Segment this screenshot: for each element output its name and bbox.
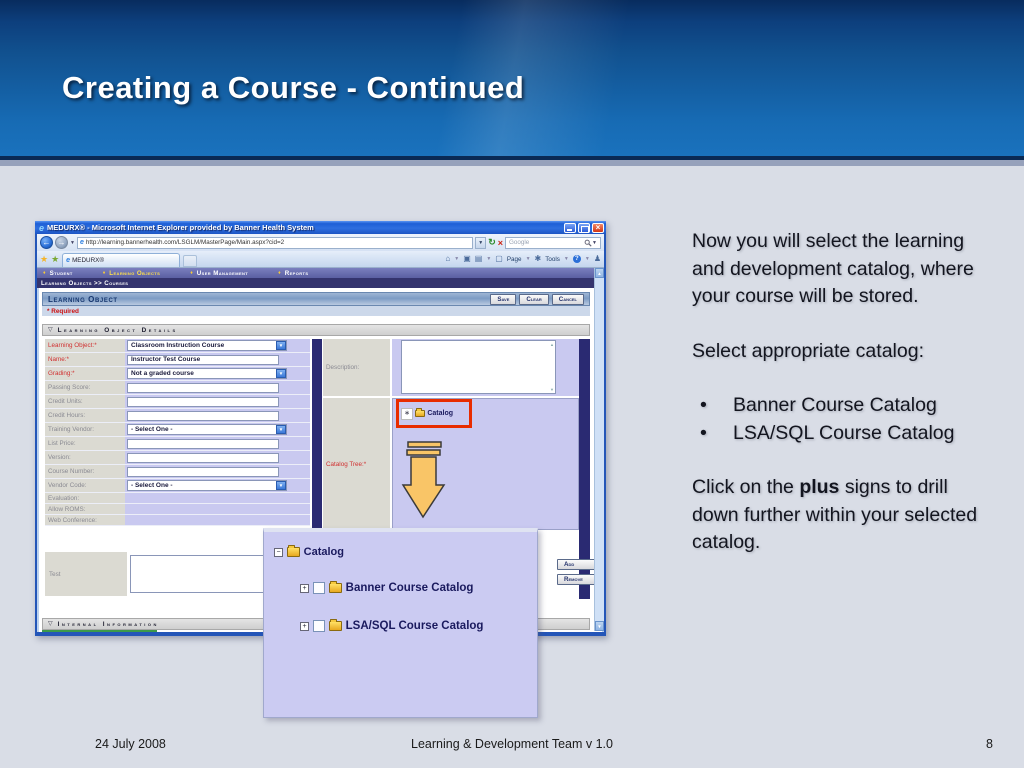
footer-date: 24 July 2008 (95, 737, 166, 751)
form-row (45, 339, 310, 353)
field-cell (125, 409, 310, 422)
tree-node-label[interactable]: LSA/SQL Course Catalog (345, 620, 484, 632)
nav-marker-icon: ♦ (278, 269, 281, 276)
page-menu[interactable]: Page (506, 255, 522, 263)
catalog-bullet-list (692, 392, 987, 447)
tree-node-label[interactable]: Catalog (303, 546, 344, 558)
form-row (45, 504, 310, 515)
learning-object-title: Learning Object (48, 294, 118, 304)
search-input[interactable] (505, 237, 601, 249)
learning-object-header (42, 292, 590, 306)
add-favorite-icon[interactable]: ★ (51, 253, 60, 264)
feeds-icon[interactable]: ▣ (463, 254, 471, 263)
field-label: Web Conference: (45, 515, 125, 525)
checkbox[interactable] (313, 620, 325, 632)
note-paragraph-2: Select appropriate catalog: (692, 339, 924, 362)
field-cell (125, 515, 310, 525)
breadcrumb: Learning Objects >> Courses (37, 278, 604, 288)
text-input[interactable] (127, 467, 279, 477)
favorites-star-icon[interactable]: ★ (40, 253, 49, 264)
page-title: Creating a Course - Continued (62, 70, 525, 105)
scrollbar-down-icon[interactable]: ▼ (595, 621, 604, 631)
field-cell (125, 367, 310, 380)
chevron-down-icon[interactable]: ▼ (276, 481, 286, 490)
bullet-item: • Banner Course Catalog (692, 392, 960, 420)
minimize-button[interactable] (564, 223, 576, 233)
folder-icon (287, 547, 300, 556)
field-label: Version: (45, 451, 125, 464)
forward-button[interactable]: → (55, 236, 68, 249)
folder-icon (329, 621, 342, 630)
folder-icon (329, 583, 342, 592)
field-label: Vendor Code: (45, 479, 125, 492)
field-label: List Price: (45, 437, 125, 450)
back-button[interactable]: ← (40, 236, 53, 249)
plus-emphasis: plus (799, 476, 840, 498)
form-row (45, 493, 310, 504)
url-input[interactable] (77, 237, 473, 249)
new-tab-button[interactable] (183, 255, 197, 267)
field-cell (125, 339, 310, 352)
tab-label: MEDURX® (72, 257, 104, 264)
history-dropdown-icon[interactable]: ▼ (70, 239, 75, 246)
url-dropdown-icon[interactable]: ▼ (475, 237, 486, 249)
section-details-header[interactable] (42, 324, 590, 336)
form-row (45, 465, 310, 479)
cancel-button[interactable]: Cancel (552, 294, 584, 305)
save-button[interactable]: Save (490, 294, 516, 305)
tab-bar (37, 251, 604, 268)
ie-logo-icon: e (39, 222, 45, 233)
page-menu-icon: ▢ (495, 254, 503, 263)
text-input[interactable] (127, 453, 279, 463)
close-button[interactable]: × (592, 223, 604, 233)
collapse-triangle-icon[interactable]: ▽ (48, 327, 53, 333)
command-bar: ⌂ ▼ ▣ ▤ ▼ ▢ Page ▼ ✱ Tools ▼ ? ▼ ♟ (445, 254, 601, 263)
tree-node-lsa-sql-catalog[interactable] (300, 620, 483, 632)
tools-gear-icon: ✱ (534, 254, 542, 263)
print-icon[interactable]: ▤ (474, 254, 483, 263)
clear-button[interactable]: Clear (519, 294, 548, 305)
help-icon[interactable]: ? (573, 255, 581, 263)
nav-item-learning-objects[interactable]: Learning Objects (109, 269, 161, 277)
form-row (45, 381, 310, 395)
address-bar (37, 234, 604, 251)
tab-favicon: e (66, 257, 71, 264)
slide-header (0, 0, 1024, 160)
tree-node-label[interactable]: Banner Course Catalog (345, 582, 474, 594)
form-row (45, 479, 310, 493)
description-label: Description: (323, 339, 390, 396)
dropdown-select[interactable] (127, 480, 287, 491)
chevron-down-icon[interactable]: ▼ (276, 425, 286, 434)
field-cell (125, 437, 310, 450)
field-label: Learning Object:* (45, 339, 125, 352)
nav-marker-icon: ♦ (190, 269, 193, 276)
field-cell (125, 504, 310, 514)
spinner-icon: ∗ (401, 408, 413, 420)
text-input[interactable] (127, 383, 279, 393)
catalog-highlight-box (396, 399, 472, 428)
chevron-down-icon[interactable]: ▼ (276, 369, 286, 378)
form-row (45, 451, 310, 465)
bullet-item: • LSA/SQL Course Catalog (692, 420, 960, 448)
catalog-tree-label: Catalog Tree:* (323, 398, 390, 530)
field-cell (125, 451, 310, 464)
status-progress-line (42, 630, 157, 632)
browser-title-bar (35, 221, 606, 234)
form-fields (45, 339, 310, 526)
chevron-down-icon[interactable]: ▼ (276, 341, 286, 350)
add-button[interactable]: Add (557, 559, 595, 570)
scroll-down-icon[interactable]: ▼ (550, 387, 554, 392)
text-input[interactable] (127, 439, 279, 449)
selected-value: Classroom Instruction Course (131, 342, 225, 349)
field-cell (125, 493, 310, 503)
refresh-icon[interactable]: ↻ (488, 237, 496, 247)
dropdown-select[interactable] (127, 424, 287, 435)
selected-value: Not a graded course (131, 370, 194, 377)
messenger-icon[interactable]: ♟ (593, 254, 601, 263)
collapse-minus-icon[interactable]: − (274, 548, 283, 557)
divider-bar-left (312, 339, 322, 530)
footer-center: Learning & Development Team v 1.0 (411, 737, 613, 751)
url-text: http://learning.bannerhealth.com/LSGLM/MasterPage/Main.aspx?cid=2 (85, 239, 285, 246)
folder-icon (415, 410, 425, 417)
checkbox[interactable] (313, 582, 325, 594)
nav-item-student[interactable]: Student (49, 269, 73, 277)
tools-menu[interactable]: Tools (545, 255, 560, 263)
field-cell (125, 423, 310, 436)
field-label: Evaluation: (45, 493, 125, 503)
form-row (45, 395, 310, 409)
note-paragraph-1: Now you will select the learning and development catalog, where your course will be stored. (692, 230, 974, 307)
home-icon[interactable]: ⌂ (445, 254, 451, 263)
field-label: Name:* (45, 353, 125, 366)
form-row (45, 515, 310, 526)
section-details-label: Learning Object Details (57, 326, 178, 334)
note-paragraph-3: Click on the plus signs to drill down further within your selected catalog. (692, 476, 978, 553)
catalog-popup (263, 528, 538, 718)
field-label: Course Number: (45, 465, 125, 478)
required-note: * Required (42, 306, 590, 316)
text-input[interactable] (127, 397, 279, 407)
field-cell (125, 479, 310, 492)
page-scrollbar[interactable] (594, 268, 604, 631)
stop-icon[interactable]: × (497, 237, 503, 248)
instruction-text (692, 228, 987, 584)
form-row (45, 353, 310, 367)
description-area (392, 339, 579, 396)
search-icon[interactable] (584, 239, 592, 247)
field-cell (125, 381, 310, 394)
text-input[interactable] (127, 411, 279, 421)
collapse-triangle-icon[interactable]: ▽ (48, 621, 53, 627)
test-label: Test (45, 552, 127, 596)
form-row (45, 409, 310, 423)
page-icon: e (79, 239, 84, 246)
section-internal-label: Internal Information (57, 620, 159, 628)
scrollbar-up-icon[interactable]: ▲ (595, 268, 604, 278)
field-label: Credit Hours: (45, 409, 125, 422)
expand-plus-icon[interactable]: + (300, 584, 309, 593)
maximize-button[interactable] (578, 223, 590, 233)
search-dropdown-icon[interactable]: ▼ (592, 239, 597, 246)
nav-item-user-management[interactable]: User Management (196, 269, 249, 277)
dropdown-select[interactable] (127, 368, 287, 379)
nav-item-reports[interactable]: Reports (284, 269, 309, 277)
footer-page-number: 8 (986, 737, 993, 751)
form-row (45, 423, 310, 437)
field-label: Allow ROMS: (45, 504, 125, 514)
catalog-node-label[interactable]: Catalog (427, 410, 454, 417)
nav-marker-icon: ♦ (43, 269, 46, 276)
scroll-up-icon[interactable]: ▲ (550, 342, 554, 347)
field-label: Training Vendor: (45, 423, 125, 436)
selected-value: - Select One - (131, 482, 173, 489)
expand-plus-icon[interactable]: + (300, 622, 309, 631)
field-label: Credit Units: (45, 395, 125, 408)
form-row (45, 437, 310, 451)
nav-marker-icon: ♦ (102, 269, 106, 276)
field-cell (125, 395, 310, 408)
tree-node-banner-catalog[interactable] (300, 582, 473, 594)
field-cell (125, 465, 310, 478)
remove-button[interactable]: Remove (557, 574, 595, 585)
dropdown-select[interactable] (127, 340, 287, 351)
browser-title: MEDURX® - Microsoft Internet Explorer provided by Banner Health System (47, 223, 314, 232)
field-label: Passing Score: (45, 381, 125, 394)
field-cell (125, 353, 310, 366)
selected-value: - Select One - (131, 426, 173, 433)
field-label: Grading:* (45, 367, 125, 380)
app-nav-bar (37, 268, 604, 278)
text-input[interactable]: Instructor Test Course (127, 355, 279, 365)
search-placeholder: Google (509, 239, 530, 246)
form-row (45, 367, 310, 381)
tab-medurx[interactable] (62, 253, 180, 267)
callout-arrow-down (397, 441, 449, 521)
description-textarea[interactable] (401, 340, 556, 394)
tree-node-catalog[interactable] (274, 546, 344, 558)
